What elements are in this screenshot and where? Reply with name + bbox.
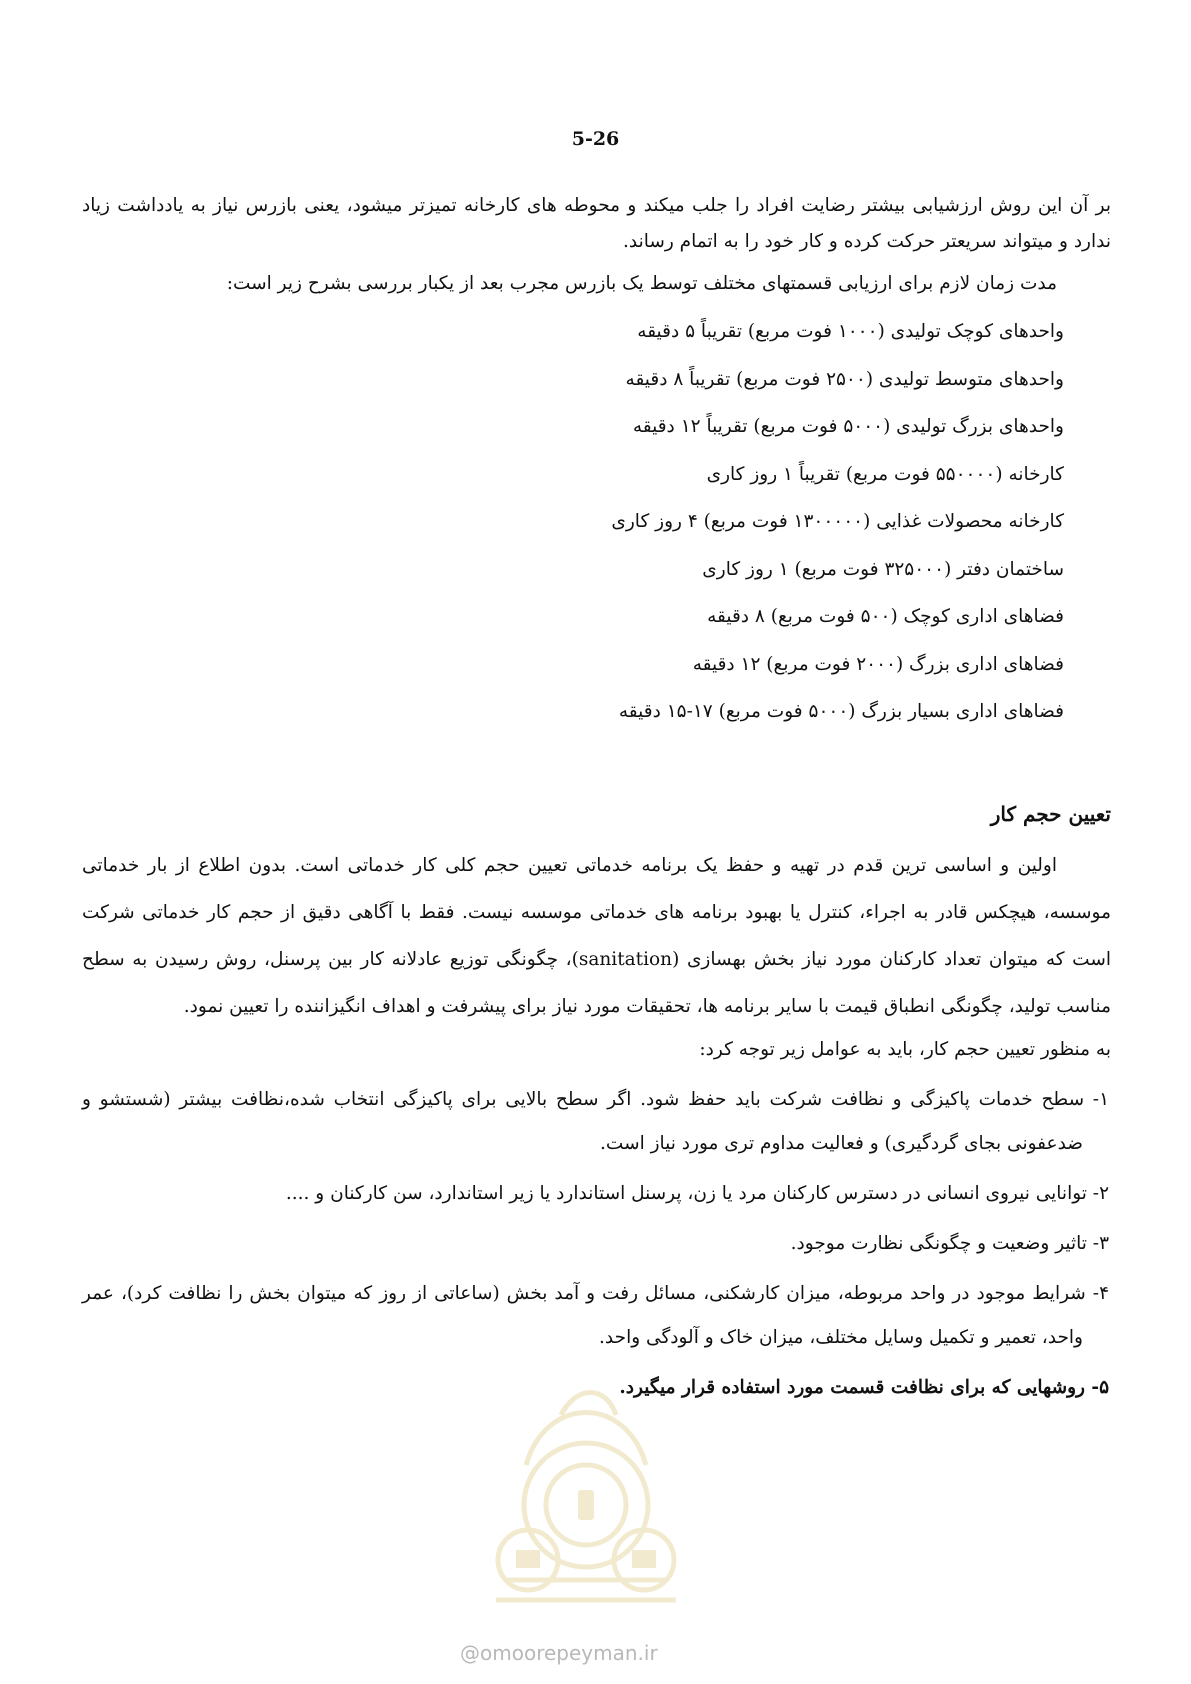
factor-item: ۳- تاثیر وضعیت و چگونگی نظارت موجود.: [790, 1232, 1109, 1254]
watermark-logo: [466, 1355, 706, 1615]
list-item: فضاهای اداری بزرگ (۲۰۰۰ فوت مربع) ۱۲ دقیقه: [692, 653, 1064, 675]
factor-item: ۱- سطح خدمات پاکیزگی و نظافت شرکت باید حفظ شود. اگر سطح بالایی برای پاکیزگی انتخاب شده،نظافت بیشتر (شستشو و ضدعفونی بجای گردگیری) و فعالیت مداوم تری مورد نیاز است.: [82, 1088, 1109, 1154]
footer-watermark-url: [460, 1641, 658, 1665]
intro-paragraph: بر آن این روش ارزشیابی بیشتر رضایت افراد را جلب میکند و محوطه های کارخانه تمیزتر میشود، یعنی بازرس نیاز به یادداشت زیاد ندارد و میتواند سریعتر حرکت کرده و کار خود را به اتمام رساند.: [82, 195, 1111, 252]
at-icon: @: [460, 1641, 480, 1665]
list-item: ساختمان دفتر (۳۲۵۰۰۰ فوت مربع) ۱ روز کاری: [702, 558, 1064, 580]
list-item: واحدهای کوچک تولیدی (۱۰۰۰ فوت مربع) تقریباً ۵ دقیقه: [637, 321, 1064, 342]
factor-item: ۴- شرایط موجود در واحد مربوطه، میزان کارشکنی، مسائل رفت و آمد بخش (ساعاتی از روز که میتوان بخش را نظافت کرد)، عمر واحد، تعمیر و تکمیل وسایل مختلف، میزان خاک و آلودگی واحد.: [82, 1282, 1109, 1348]
document-content: [82, 188, 1111, 1416]
list-item: فضاهای اداری کوچک (۵۰۰ فوت مربع) ۸ دقیقه: [707, 606, 1064, 627]
section-paragraph: اولین و اساسی ترین قدم در تهیه و حفظ یک برنامه خدماتی تعیین حجم کلی کار خدماتی است. بدون اطلاع از بار خدماتی موسسه، هیچکس قادر به اجراء، کنترل یا بهبود برنامه های خدماتی موسسه نیست. فقط با آگاهی دقیق از حجم کار خدماتی شرکت است که میتوان تعداد کارکنان مورد نیاز بخش بهسازی (sanitation)، چگونگی توزیع عادلانه کار بین پرسنل، روش رسیدن به سطح مناسب تولید، چگونگی انطباق قیمت با سایر برنامه ها، تحقیقات مورد نیاز برای پیشرفت و اهداف انگیزاننده را تعیین نمود.: [82, 854, 1111, 1017]
list-item: واحدهای متوسط تولیدی (۲۵۰۰ فوت مربع) تقریباً ۸ دقیقه: [625, 368, 1064, 390]
list-item: واحدهای بزرگ تولیدی (۵۰۰۰ فوت مربع) تقریباً ۱۲ دقیقه: [632, 416, 1064, 437]
time-intro: مدت زمان لازم برای ارزیابی قسمتهای مختلف توسط یک بازرس مجرب بعد از یکبار بررسی بشرح زیر است:: [226, 273, 1057, 294]
time-list: [82, 308, 1111, 736]
watermark-url: omoorepeyman.ir: [480, 1641, 658, 1665]
section-heading: تعیین حجم کار: [990, 801, 1111, 826]
factors-intro: به منظور تعیین حجم کار، باید به عوامل زیر توجه کرد:: [699, 1038, 1111, 1060]
list-item: فضاهای اداری بسیار بزرگ (۵۰۰۰ فوت مربع) ۱۷-۱۵ دقیقه: [618, 701, 1064, 722]
factor-item: ۲- توانایی نیروی انسانی در دسترس کارکنان مرد یا زن، پرسنل استاندارد یا زیر استاندارد، سن کارکنان و ....: [285, 1182, 1109, 1204]
factor-item: ۵- روشهایی که برای نظافت قسمت مورد استفاده قرار میگیرد.: [619, 1376, 1109, 1398]
page-number: 5-26: [571, 128, 620, 150]
list-item: کارخانه محصولات غذایی (۱۳۰۰۰۰۰ فوت مربع) ۴ روز کاری: [611, 511, 1064, 532]
list-item: کارخانه (۵۵۰۰۰۰ فوت مربع) تقریباً ۱ روز کاری: [706, 463, 1064, 485]
